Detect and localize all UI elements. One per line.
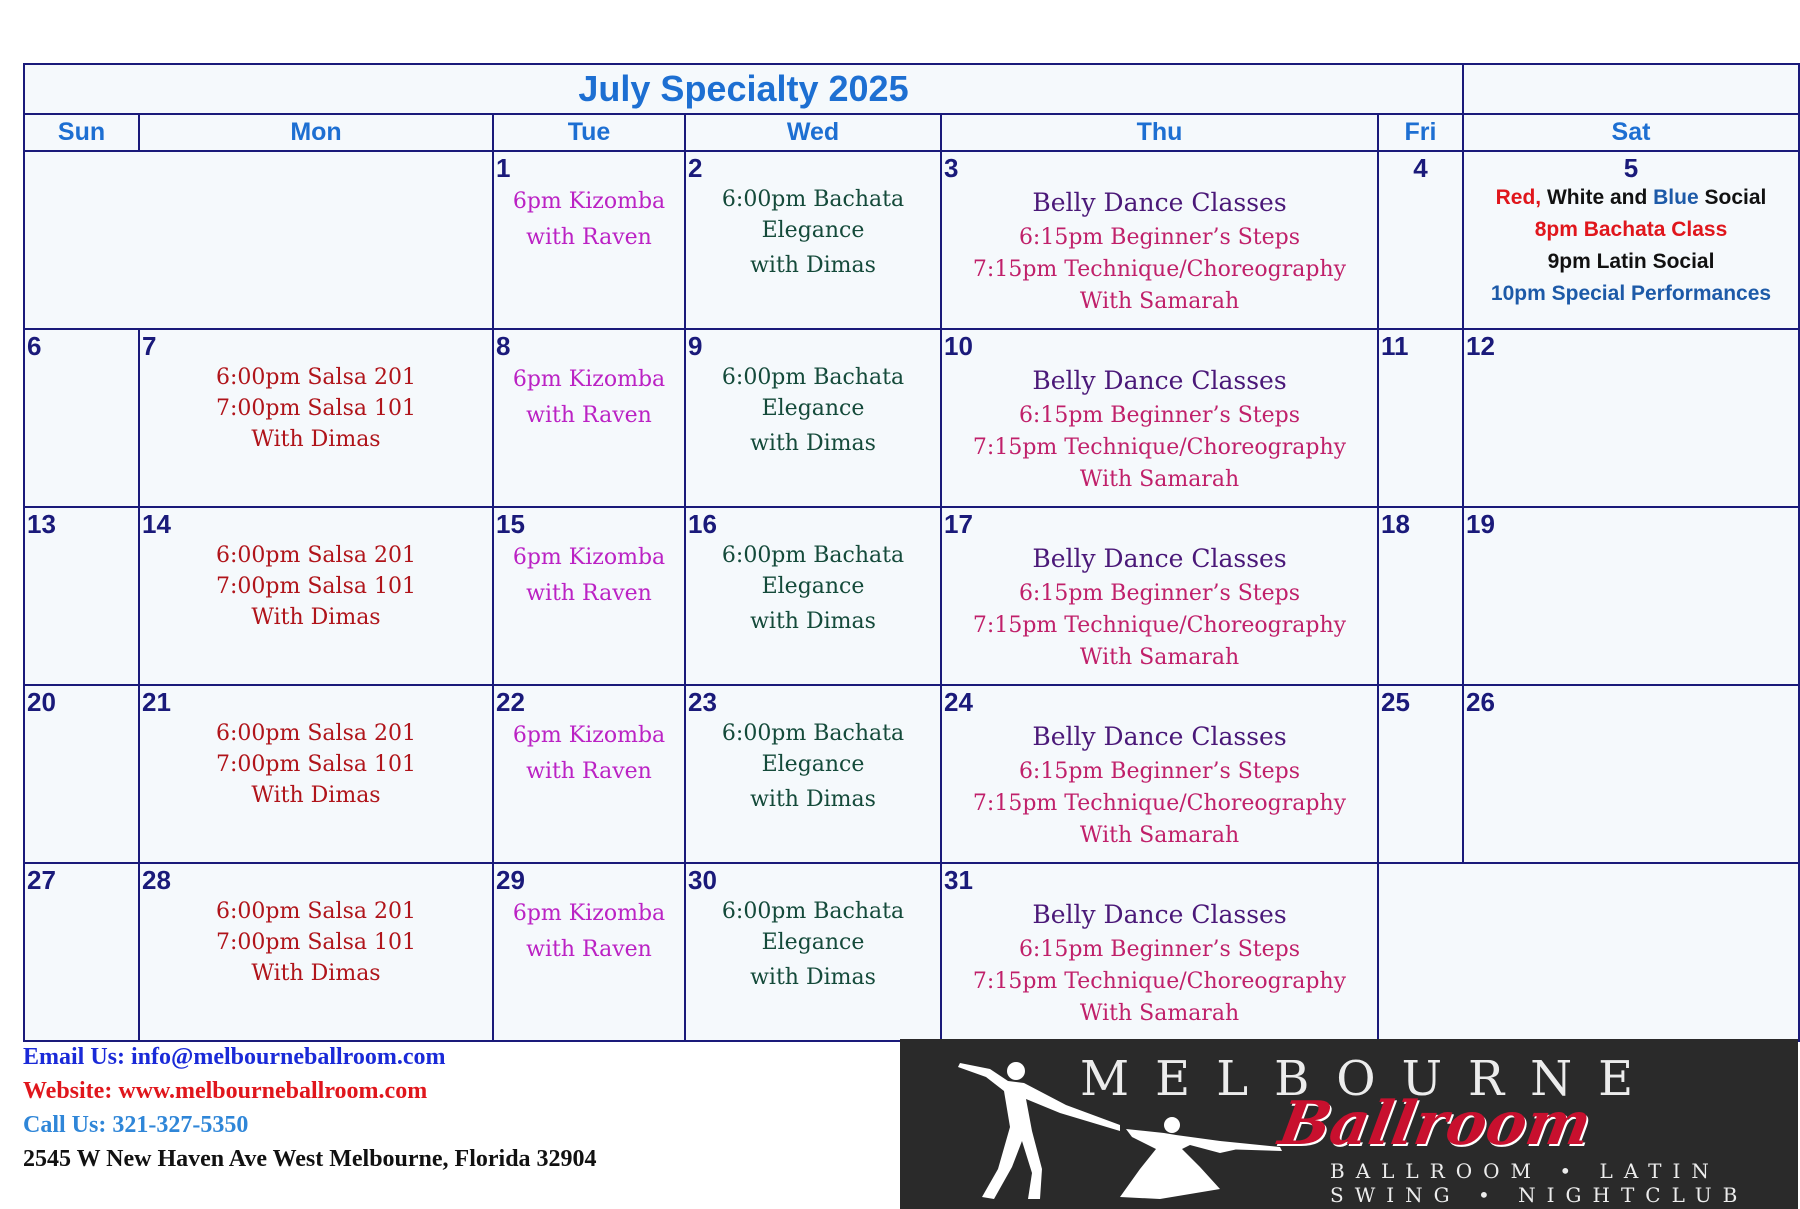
event-line: 6:15pm Beginner’s Steps	[1018, 225, 1301, 250]
day-number: 3	[944, 153, 959, 183]
event-line: 6:00pm Bachata	[721, 899, 905, 924]
kizomba-event	[494, 538, 684, 612]
day-number: 19	[1466, 509, 1495, 539]
day-cell-22[interactable]	[493, 685, 685, 863]
event-line: 6pm Kizomba	[512, 189, 666, 214]
day-cell-28[interactable]	[139, 863, 493, 1041]
day-number: 26	[1466, 687, 1495, 717]
contact-info	[23, 1040, 597, 1176]
event-line: 6:00pm Bachata	[721, 721, 905, 746]
calendar-table	[23, 63, 1800, 1042]
kizomba-event	[494, 716, 684, 790]
event-line: 7:00pm Salsa 101	[216, 396, 416, 421]
address-text: 2545 W New Haven Ave West Melbourne, Florida 32904	[23, 1146, 597, 1172]
event-line: with Dimas	[750, 431, 876, 456]
day-cell-21[interactable]	[139, 685, 493, 863]
salsa-event	[140, 894, 492, 989]
salsa-event	[140, 360, 492, 455]
event-line: With Samarah	[1079, 823, 1240, 848]
phone-link[interactable]: Call Us: 321-327-5350	[23, 1112, 249, 1138]
event-line: 7:00pm Salsa 101	[216, 574, 416, 599]
day-header-wed: Wed	[685, 114, 941, 151]
social-event	[1464, 182, 1798, 310]
day-cell-14[interactable]	[139, 507, 493, 685]
event-line: 8pm Bachata Class	[1534, 218, 1728, 241]
day-cell-20[interactable]	[24, 685, 139, 863]
event-line: 6pm Kizomba	[512, 545, 666, 570]
belly-dance-event	[942, 538, 1377, 674]
day-cell-10[interactable]	[941, 329, 1378, 507]
event-line: 9pm Latin Social	[1547, 250, 1715, 273]
day-cell-25[interactable]	[1378, 685, 1463, 863]
day-cell-16[interactable]	[685, 507, 941, 685]
event-line: 7:15pm Technique/Choreography	[972, 791, 1347, 816]
event-line: with Raven	[526, 581, 652, 606]
day-cell-27[interactable]	[24, 863, 139, 1041]
day-number: 17	[944, 509, 973, 539]
day-number: 24	[944, 687, 973, 717]
calendar-title: July Specialty 2025	[24, 64, 1463, 114]
day-number: 20	[27, 687, 56, 717]
day-number: 12	[1466, 331, 1495, 361]
day-header-sun: Sun	[24, 114, 139, 151]
day-number: 25	[1381, 687, 1410, 717]
event-line: with Dimas	[750, 253, 876, 278]
title-blank-cell	[1463, 64, 1799, 114]
day-cell-7[interactable]	[139, 329, 493, 507]
event-line: 6:15pm Beginner’s Steps	[1018, 759, 1301, 784]
event-line: 6:15pm Beginner’s Steps	[1018, 581, 1301, 606]
event-line: Elegance	[761, 396, 865, 421]
event-line: with Raven	[526, 937, 652, 962]
day-header-tue: Tue	[493, 114, 685, 151]
day-cell-1[interactable]	[493, 151, 685, 329]
event-line: Elegance	[761, 752, 865, 777]
day-cell-18[interactable]	[1378, 507, 1463, 685]
day-header-sat: Sat	[1463, 114, 1799, 151]
event-line: with Dimas	[750, 965, 876, 990]
day-cell-13[interactable]	[24, 507, 139, 685]
event-line: 7:15pm Technique/Choreography	[972, 257, 1347, 282]
day-number: 7	[142, 331, 157, 361]
event-title: Belly Dance Classes	[1032, 544, 1287, 573]
event-line: With Dimas	[251, 783, 381, 808]
day-cell-17[interactable]	[941, 507, 1378, 685]
day-cell-23[interactable]	[685, 685, 941, 863]
event-line: Elegance	[761, 930, 865, 955]
day-cell-8[interactable]	[493, 329, 685, 507]
bachata-event	[686, 360, 940, 459]
day-number: 22	[496, 687, 525, 717]
day-cell-11[interactable]	[1378, 329, 1463, 507]
event-line: 6:00pm Salsa 201	[216, 899, 416, 924]
bachata-event	[686, 182, 940, 281]
event-line: 6:00pm Bachata	[721, 365, 905, 390]
kizomba-event	[494, 182, 684, 256]
day-cell-6[interactable]	[24, 329, 139, 507]
event-line: With Dimas	[251, 605, 381, 630]
event-line: With Dimas	[251, 427, 381, 452]
event-title: Belly Dance Classes	[1032, 188, 1287, 217]
bachata-event	[686, 538, 940, 637]
day-number: 14	[142, 509, 171, 539]
event-line: 7:00pm Salsa 101	[216, 752, 416, 777]
empty-day-cell	[1378, 863, 1799, 1041]
event-line: 6:15pm Beginner’s Steps	[1018, 403, 1301, 428]
day-cell-5[interactable]	[1463, 151, 1799, 329]
event-line: 7:15pm Technique/Choreography	[972, 969, 1347, 994]
day-header-fri: Fri	[1378, 114, 1463, 151]
day-number: 1	[496, 153, 511, 183]
day-cell-4[interactable]	[1378, 151, 1463, 329]
event-line: 7:15pm Technique/Choreography	[972, 435, 1347, 460]
event-line: With Samarah	[1079, 289, 1240, 314]
belly-dance-event	[942, 360, 1377, 496]
event-line: With Dimas	[251, 961, 381, 986]
day-number: 21	[142, 687, 171, 717]
event-title: Belly Dance Classes	[1032, 366, 1287, 395]
belly-dance-event	[942, 716, 1377, 852]
event-line: Elegance	[761, 218, 865, 243]
event-line: with Raven	[526, 403, 652, 428]
day-number: 31	[944, 865, 973, 895]
day-number: 4	[1413, 153, 1428, 183]
day-cell-29[interactable]	[493, 863, 685, 1041]
email-link[interactable]: Email Us: info@melbourneballroom.com	[23, 1044, 446, 1070]
event-line: With Samarah	[1079, 467, 1240, 492]
day-number: 18	[1381, 509, 1410, 539]
day-header-thu: Thu	[941, 114, 1378, 151]
kizomba-event	[494, 360, 684, 434]
event-line: 6:00pm Salsa 201	[216, 721, 416, 746]
event-line: with Dimas	[750, 609, 876, 634]
day-cell-9[interactable]	[685, 329, 941, 507]
day-cell-3[interactable]	[941, 151, 1378, 329]
event-line: 7:15pm Technique/Choreography	[972, 613, 1347, 638]
event-line: 6pm Kizomba	[512, 723, 666, 748]
logo-script-text: Ballroom	[1273, 1089, 1597, 1159]
social-title: Red, White and Blue Social	[1495, 186, 1767, 209]
day-number: 9	[688, 331, 703, 361]
day-number: 13	[27, 509, 56, 539]
day-number: 6	[27, 331, 42, 361]
event-line: 6pm Kizomba	[512, 901, 666, 926]
event-line: With Samarah	[1079, 1001, 1240, 1026]
day-cell-31[interactable]	[941, 863, 1378, 1041]
day-number: 15	[496, 509, 525, 539]
event-line: 6:00pm Bachata	[721, 187, 905, 212]
kizomba-event	[494, 894, 684, 968]
day-number: 30	[688, 865, 717, 895]
day-header-mon: Mon	[139, 114, 493, 151]
event-line: With Samarah	[1079, 645, 1240, 670]
website-link[interactable]: Website: www.melbourneballroom.com	[23, 1078, 428, 1104]
logo-tagline: SWING • NIGHTCLUB	[1330, 1183, 1749, 1207]
event-title: Belly Dance Classes	[1032, 900, 1287, 929]
event-line: Elegance	[761, 574, 865, 599]
salsa-event	[140, 538, 492, 633]
day-number: 16	[688, 509, 717, 539]
day-cell-24[interactable]	[941, 685, 1378, 863]
day-number: 27	[27, 865, 56, 895]
event-line: 6:00pm Salsa 201	[216, 543, 416, 568]
day-cell-19[interactable]	[1463, 507, 1799, 685]
day-number: 29	[496, 865, 525, 895]
logo-tagline: BALLROOM • LATIN	[1330, 1159, 1720, 1183]
event-line: 6:00pm Salsa 201	[216, 365, 416, 390]
event-line: 7:00pm Salsa 101	[216, 930, 416, 955]
event-line: 6pm Kizomba	[512, 367, 666, 392]
day-cell-2[interactable]	[685, 151, 941, 329]
belly-dance-event	[942, 894, 1377, 1030]
day-number: 8	[496, 331, 511, 361]
event-line: 6:00pm Bachata	[721, 543, 905, 568]
logo-brand-text: MELBOURNE	[1080, 1051, 1660, 1107]
day-cell-12[interactable]	[1463, 329, 1799, 507]
melbourne-ballroom-logo	[900, 1039, 1798, 1209]
event-title: Belly Dance Classes	[1032, 722, 1287, 751]
event-line: with Raven	[526, 759, 652, 784]
day-cell-15[interactable]	[493, 507, 685, 685]
day-number: 11	[1381, 331, 1409, 361]
day-cell-30[interactable]	[685, 863, 941, 1041]
belly-dance-event	[942, 182, 1377, 318]
day-number: 10	[944, 331, 973, 361]
event-line: with Dimas	[750, 787, 876, 812]
salsa-event	[140, 716, 492, 811]
event-line: 10pm Special Performances	[1490, 282, 1772, 305]
day-number: 2	[688, 153, 703, 183]
day-number: 28	[142, 865, 171, 895]
event-line: with Raven	[526, 225, 652, 250]
bachata-event	[686, 716, 940, 815]
day-number: 23	[688, 687, 717, 717]
day-cell-26[interactable]	[1463, 685, 1799, 863]
day-number: 5	[1623, 153, 1639, 183]
empty-day-cell	[24, 151, 493, 329]
bachata-event	[686, 894, 940, 993]
event-line: 6:15pm Beginner’s Steps	[1018, 937, 1301, 962]
